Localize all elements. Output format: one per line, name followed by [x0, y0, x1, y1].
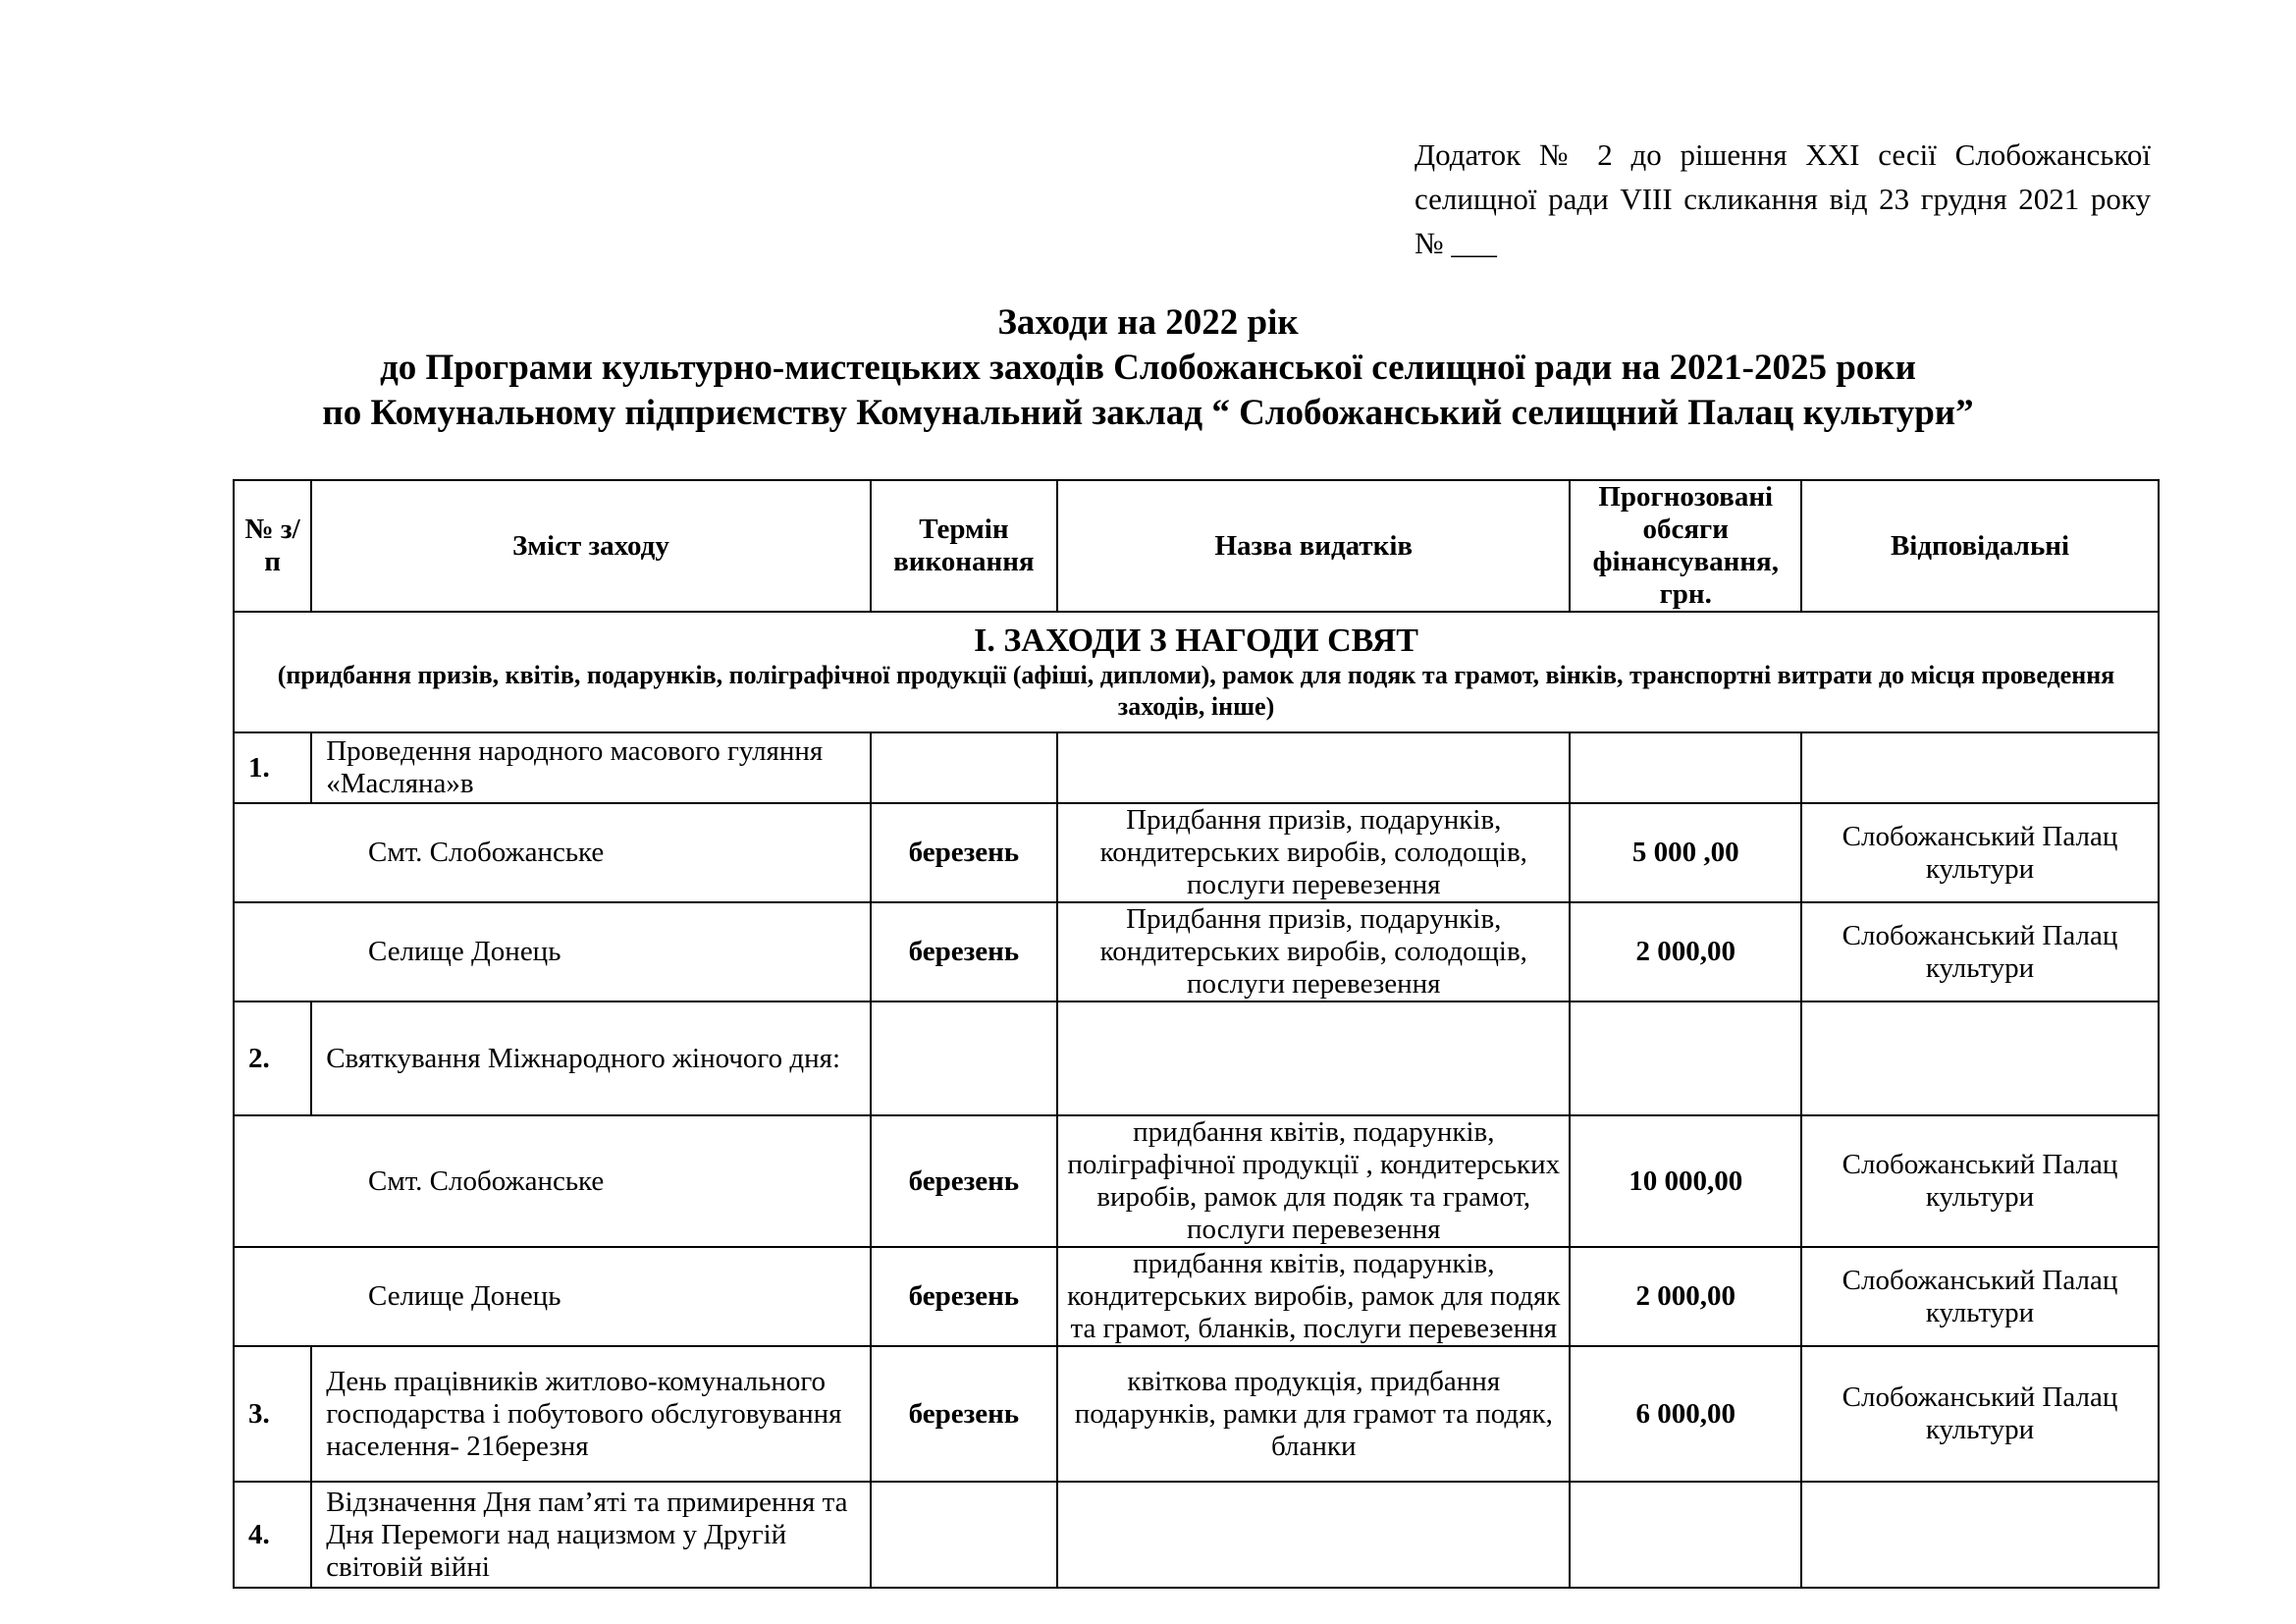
document-title [0, 300, 2296, 436]
row-number: 1. [234, 732, 311, 803]
table-header-row [234, 480, 2159, 612]
event-content: Відзначення Дня пам’яті та примирення та Дня Перемоги над нацизмом у Другій світовій війні [311, 1482, 870, 1588]
empty-cell [1057, 1482, 1570, 1588]
empty-cell [1801, 1001, 2159, 1115]
event-term: березень [871, 803, 1057, 902]
annex-note: Додаток № 2 до рішення XXI сесії Слобожанської селищної ради VIII скликання від 23 грудня 2021 року № ___ [1415, 137, 2151, 260]
title-line-3: по Комунальному підприємству Комунальний заклад “ Слобожанський селищний Палац культури” [322, 393, 1974, 433]
table-row [234, 732, 2159, 803]
funding-amount: 5 000 ,00 [1570, 803, 1801, 902]
funding-amount: 6 000,00 [1570, 1346, 1801, 1482]
expense-name: Придбання призів, подарунків, кондитерських виробів, солодощів, послуги перевезення [1057, 902, 1570, 1001]
section-row [234, 612, 2159, 732]
table-row [234, 1482, 2159, 1588]
expense-name: придбання квітів, подарунків, поліграфічної продукції , кондитерських виробів, рамок для подяк та грамот, послуги перевезення [1057, 1115, 1570, 1247]
table-row [234, 1001, 2159, 1115]
header-content: Зміст заходу [311, 480, 870, 612]
event-content: День працівників житлово-комунального господарства і побутового обслуговування населення- 21березня [311, 1346, 870, 1482]
responsible-party: Слобожанський Палац культури [1801, 1346, 2159, 1482]
empty-cell [1801, 732, 2159, 803]
table-row [234, 902, 2159, 1001]
event-location: Селище Донець [234, 1247, 871, 1346]
responsible-party: Слобожанський Палац культури [1801, 1115, 2159, 1247]
event-location: Селище Донець [234, 902, 871, 1001]
section-note: (придбання призів, квітів, подарунків, поліграфічної продукції (афіші, дипломи), рамок для подяк та грамот, вінків, транспортні витрати до місця проведення заходів, інше) [277, 660, 2115, 721]
measures-table [233, 479, 2160, 1589]
event-content: Святкування Міжнародного жіночого дня: [311, 1001, 870, 1115]
header-num: № з/п [234, 480, 311, 612]
funding-amount: 2 000,00 [1570, 1247, 1801, 1346]
row-number: 2. [234, 1001, 311, 1115]
event-location: Смт. Слобожанське [234, 803, 871, 902]
header-responsible: Відповідальні [1801, 480, 2159, 612]
funding-amount: 10 000,00 [1570, 1115, 1801, 1247]
empty-cell [871, 1482, 1057, 1588]
event-content: Проведення народного масового гуляння «Масляна»в [311, 732, 870, 803]
event-term: березень [871, 1346, 1057, 1482]
empty-cell [1570, 732, 1801, 803]
header-expenses: Назва видатків [1057, 480, 1570, 612]
title-line-2: до Програми культурно-мистецьких заходів Слобожанської селищної ради на 2021-2025 роки [380, 348, 1916, 388]
event-term: березень [871, 1115, 1057, 1247]
responsible-party: Слобожанський Палац культури [1801, 803, 2159, 902]
header-term: Термін виконання [871, 480, 1057, 612]
row-number: 3. [234, 1346, 311, 1482]
table-row [234, 803, 2159, 902]
responsible-party: Слобожанський Палац культури [1801, 902, 2159, 1001]
table-row [234, 1346, 2159, 1482]
responsible-party: Слобожанський Палац культури [1801, 1247, 2159, 1346]
expense-name: придбання квітів, подарунків, кондитерських виробів, рамок для подяк та грамот, бланків, послуги перевезення [1057, 1247, 1570, 1346]
empty-cell [871, 1001, 1057, 1115]
empty-cell [1057, 1001, 1570, 1115]
empty-cell [1801, 1482, 2159, 1588]
empty-cell [871, 732, 1057, 803]
empty-cell [1570, 1482, 1801, 1588]
row-number: 4. [234, 1482, 311, 1588]
event-location: Смт. Слобожанське [234, 1115, 871, 1247]
event-term: березень [871, 1247, 1057, 1346]
empty-cell [1057, 732, 1570, 803]
table-row [234, 1247, 2159, 1346]
empty-cell [1570, 1001, 1801, 1115]
funding-amount: 2 000,00 [1570, 902, 1801, 1001]
section-title: І. ЗАХОДИ З НАГОДИ СВЯТ [974, 622, 1418, 659]
title-line-1: Заходи на 2022 рік [997, 302, 1299, 343]
event-term: березень [871, 902, 1057, 1001]
expense-name: квіткова продукція, придбання подарунків, рамки для грамот та подяк, бланки [1057, 1346, 1570, 1482]
table-row [234, 1115, 2159, 1247]
section-cell [234, 612, 2159, 732]
expense-name: Придбання призів, подарунків, кондитерських виробів, солодощів, послуги перевезення [1057, 803, 1570, 902]
header-amount: Прогнозовані обсяги фінансування, грн. [1570, 480, 1801, 612]
